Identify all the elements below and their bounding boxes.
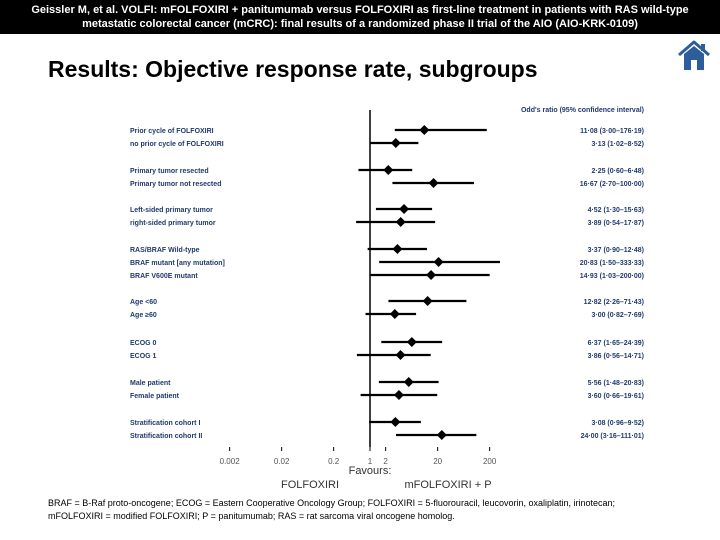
x-tick-label: 0.002 (219, 457, 240, 466)
column-header: Odd's ratio (95% confidence interval) (520, 107, 644, 114)
row-label: Stratification cohort II (130, 433, 203, 440)
or-value: 2·25 (0·60–6·48) (591, 168, 644, 175)
or-value: 3·60 (0·66–19·61) (587, 393, 644, 400)
x-tick-label: 0.02 (273, 457, 290, 466)
row-label: Male patient (130, 380, 171, 387)
favours-right-label: mFOLFOXIRI + P (404, 479, 492, 491)
row-label: ECOG 0 (130, 340, 157, 347)
or-value: 3·86 (0·56–14·71) (587, 353, 644, 360)
row-label: RAS/BRAF Wild-type (130, 247, 200, 254)
page-title: Results: Objective response rate, subgroups (48, 56, 538, 82)
row-label: Left-sided primary tumor (130, 207, 213, 214)
x-tick-label: 2 (383, 457, 388, 466)
or-marker (396, 217, 406, 227)
or-value: 3·89 (0·54–17·87) (587, 220, 644, 227)
or-marker (390, 309, 400, 319)
or-marker (399, 204, 409, 214)
row-label: no prior cycle of FOLFOXIRI (130, 141, 224, 148)
or-marker (434, 257, 444, 267)
or-marker (391, 138, 401, 148)
favours-left-label: FOLFOXIRI (280, 479, 340, 491)
row-label: Primary tumor not resected (130, 181, 222, 188)
or-value: 20·83 (1·50–333·33) (579, 260, 644, 267)
or-marker (394, 390, 404, 400)
row-label: Age <60 (130, 299, 158, 306)
or-value: 3·13 (1·02–8·52) (591, 141, 644, 148)
or-marker (423, 296, 433, 306)
x-tick-label: 0.2 (328, 457, 340, 466)
or-value: 5·56 (1·48–20·83) (587, 380, 644, 387)
row-label: Age ≥60 (130, 312, 157, 319)
or-value: 16·67 (2·70–100·00) (579, 181, 644, 188)
or-marker (426, 270, 436, 280)
or-marker (383, 165, 393, 175)
row-label: BRAF V600E mutant (130, 273, 198, 280)
footer-line-2: mFOLFOXIRI = modified FOLFOXIRI; P = panitumumab; RAS = rat sarcoma viral oncogene homolog. (48, 511, 455, 521)
footer-line-1: BRAF = B-Raf proto-oncogene; ECOG = Eastern Cooperative Oncology Group; FOLFOXIRI = 5-fluorouracil, leucovorin, oxaliplatin, irinotecan; (48, 498, 616, 508)
x-tick-label: 1 (367, 457, 373, 466)
or-value: 6·37 (1·65–24·39) (587, 340, 644, 347)
or-value: 4·52 (1·30–15·63) (587, 207, 644, 214)
row-label: Primary tumor resected (130, 168, 209, 175)
or-marker (392, 244, 402, 254)
or-marker (419, 125, 429, 135)
row-label: BRAF mutant [any mutation] (130, 260, 225, 267)
or-marker (404, 377, 414, 387)
or-value: 3·37 (0·90–12·48) (587, 247, 644, 254)
or-value: 3·08 (0·96–9·52) (591, 420, 644, 427)
row-label: Prior cycle of FOLFOXIRI (130, 128, 214, 135)
or-value: 12·82 (2·26–71·43) (583, 299, 644, 306)
or-value: 24·00 (3·16–111·01) (580, 433, 644, 440)
header-line-2: metastatic colorectal cancer (mCRC): final results of a randomized phase II trial of the AIO (AIO-KRK-0109) (82, 18, 638, 30)
row-label: ECOG 1 (130, 353, 157, 360)
header-line-1: Geissler M, et al. VOLFI: mFOLFOXIRI + panitumumab versus FOLFOXIRI as first-line treatment in patients with RAS wild-type (31, 4, 689, 16)
or-marker (429, 178, 439, 188)
or-value: 3·00 (0·82–7·69) (591, 312, 644, 319)
row-label: right-sided primary tumor (130, 220, 216, 227)
x-tick-label: 200 (482, 457, 497, 466)
x-tick-label: 20 (433, 457, 443, 466)
or-marker (437, 430, 447, 440)
or-marker (396, 350, 406, 360)
or-marker (407, 337, 417, 347)
or-value: 14·93 (1·03–200·00) (579, 273, 644, 280)
or-value: 11·08 (3·00–176·19) (580, 128, 644, 135)
row-label: Stratification cohort I (130, 420, 201, 427)
row-label: Female patient (130, 393, 180, 400)
or-marker (390, 417, 400, 427)
footer-abbreviations (48, 497, 688, 523)
x-axis-label: Favours: (348, 465, 392, 477)
